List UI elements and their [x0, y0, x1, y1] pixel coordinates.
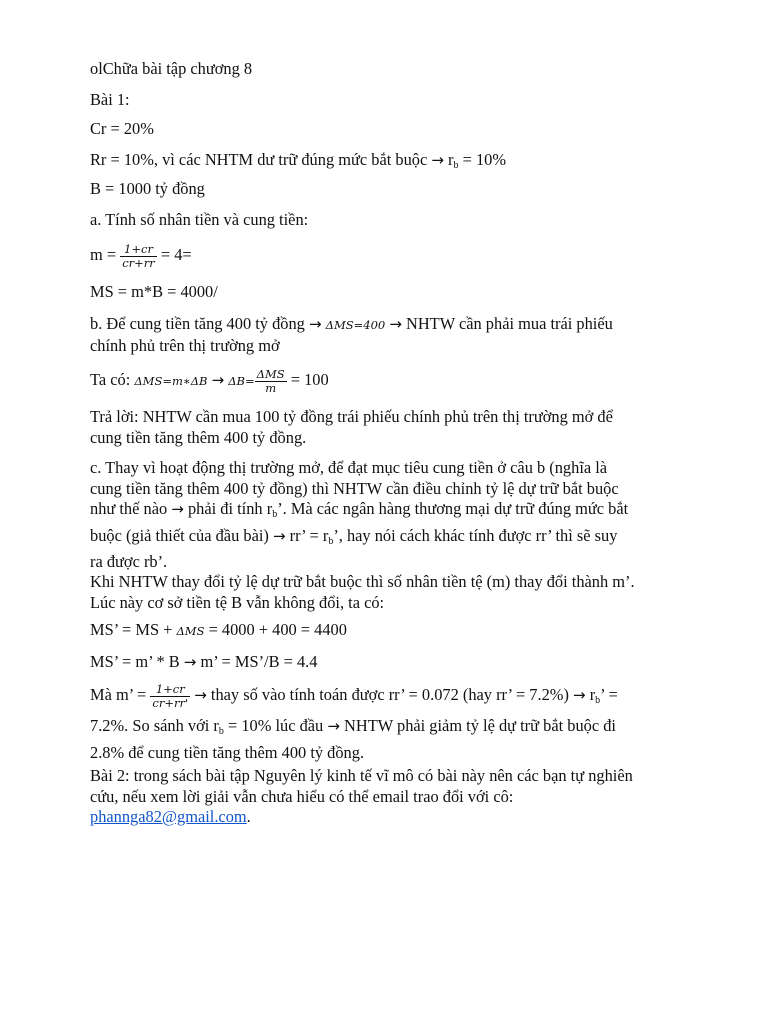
right-arrow-icon: →	[272, 526, 286, 545]
ms-line: MS = m*B = 4000/	[90, 282, 218, 301]
part-b: b. Để cung tiền tăng 400 tỷ đồng → ΔMS=400 → NHTW cần phải mua trái phiếu chính phủ trên thị trường mở	[90, 314, 613, 355]
right-arrow-icon: →	[308, 315, 322, 333]
email-link[interactable]: phannga82@gmail.com	[90, 807, 247, 826]
ma-continuation: 7.2%. So sánh với $r_b = 10\%$ lúc đầu → NHTW phải giảm tỷ lệ dự trữ bắt buộc đi 2.8% để cung tiền tăng thêm 400 tỷ đồng.	[90, 716, 616, 762]
right-arrow-icon: →	[431, 151, 444, 169]
rr-line: Rr = 10%, vì các NHTM dư trữ đúng mức bắt buộc → $r_b = 10\%$	[90, 150, 506, 171]
bai1-heading: Bài 1:	[90, 90, 130, 109]
ms-prime-line: MS’ = MS + ΔMS = 4000 + 400 = 4400	[90, 620, 347, 639]
delta-b-fraction: $\frac{\text{ΔMS}}{m}$	[256, 366, 285, 395]
m-prime-fraction: $\frac{1+cr}{cr+rr'}$	[152, 681, 189, 710]
ta-co-line: Ta có: ΔMS=m∗ΔB → ΔB= $\frac{\text{ΔMS}}{m}$ = 100	[90, 366, 329, 395]
part-c: c. Thay vì hoạt động thị trường mở, để đạt mục tiêu cung tiền ở câu b (nghĩa là cung tiền tăng thêm 400 tỷ đồng) thì NHTW cần điều chỉnh tỷ lệ dự trữ bắt buộc như thế nào → phải đi tính $r_b$’. Mà các ngân hàng thương mại dự trữ đúng mức bắt buộc (giả thiết của đầu bài) → rr’ = $r_b$’, hay nói cách khác tính được rr’ thì sẽ suy ra được rb’.	[90, 458, 629, 571]
khi-paragraph: Khi NHTW thay đổi tỷ lệ dự trữ bắt buộc thì số nhân tiền tệ (m) thay đổi thành m’. Lúc này cơ sở tiền tệ B vẫn không đổi, ta có:	[90, 572, 635, 612]
part-a-heading: a. Tính số nhân tiền và cung tiền:	[90, 210, 309, 229]
b-line: B = 1000 tỷ đồng	[90, 179, 205, 198]
cr-line: Cr = 20%	[90, 119, 154, 138]
right-arrow-icon: →	[573, 686, 586, 704]
right-arrow-icon: →	[327, 717, 340, 735]
document-title: olChữa bài tập chương 8	[90, 59, 253, 78]
right-arrow-icon: →	[183, 653, 197, 671]
m-formula: m = $\frac{1+cr}{cr+rr}$ = 4=	[90, 241, 192, 270]
right-arrow-icon: →	[194, 686, 207, 704]
m-prime-line: MS’ = m’ * B → m’ = MS’/B = 4.4	[90, 652, 318, 671]
right-arrow-icon: →	[389, 315, 402, 333]
bai2-paragraph: Bài 2: trong sách bài tập Nguyên lý kinh tế vĩ mô có bài này nên các bạn tự nghiên cứu, nếu xem lời giải vẫn chưa hiểu có thể email trao đổi với cô: phannga82@gmail.com.	[90, 766, 633, 826]
right-arrow-icon: →	[171, 500, 184, 518]
m-fraction: $\frac{1+cr}{cr+rr}$	[122, 241, 155, 270]
right-arrow-icon: →	[211, 371, 225, 389]
ma-line: Mà m’ = $\frac{1+cr}{cr+rr'}$ → thay số vào tính toán được rr’ = 0.072 (hay rr’ = $7.2\%) \to r_b$’ =	[90, 681, 618, 710]
answer-b: Trả lời: NHTW cần mua 100 tỷ đồng trái phiếu chính phủ trên thị trường mở để cung tiền tăng thêm 400 tỷ đồng.	[90, 407, 613, 447]
